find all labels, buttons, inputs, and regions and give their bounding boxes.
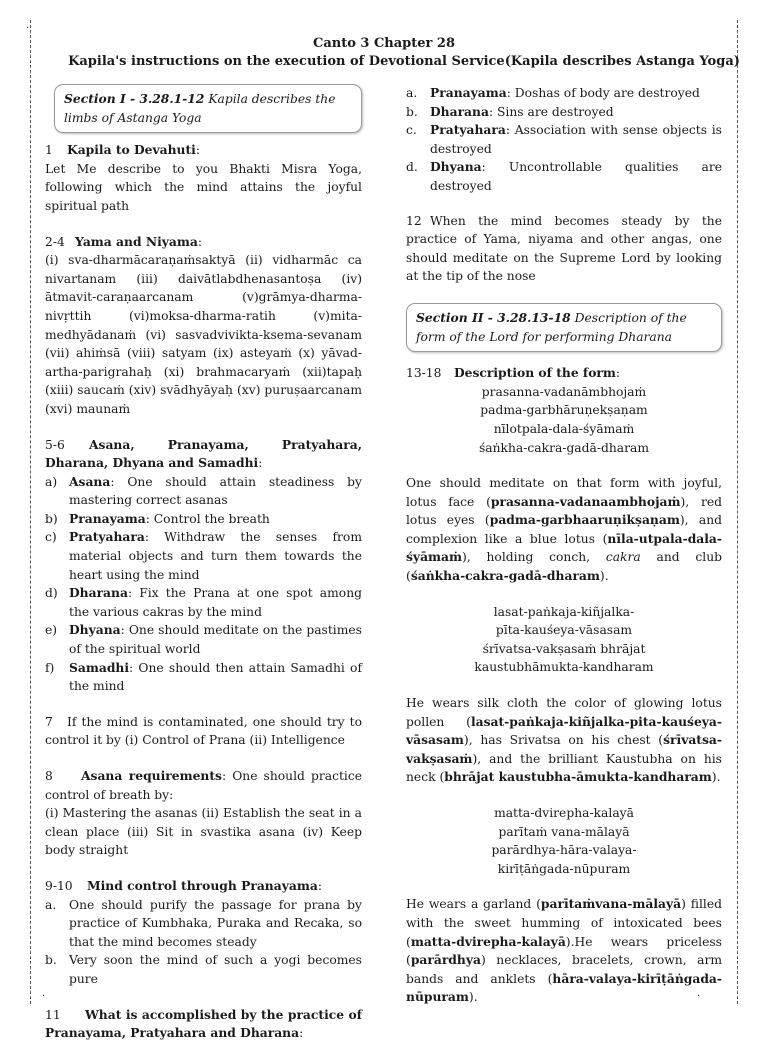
- verse-line: nīlotpala-dala-śyāmaṁ: [493, 421, 635, 436]
- page-subtitle: Kapila's instructions on the execution of Devotional Service(Kapila describes Astanga Yoga): [68, 54, 740, 69]
- accomplishment-list: [406, 84, 722, 196]
- item-text: : Doshas of body are destroyed: [506, 86, 700, 100]
- text: ) filled with the sweet humming of intoxicated bees (: [406, 897, 722, 949]
- purport-paragraph: [406, 474, 722, 586]
- verse-number: 9-10: [45, 878, 73, 893]
- text: ).: [599, 569, 609, 584]
- verse-line: prasanna-vadanāmbhojaṁ: [481, 384, 647, 399]
- item-text: : Control the breath: [145, 511, 270, 526]
- sanskrit-term: prasanna-vadanaambhojaṁ: [490, 493, 681, 509]
- item-text: : Association with sense objects is destroyed: [430, 123, 722, 156]
- term: Pratyahara: [69, 529, 145, 545]
- verse-heading: Kapila to Devahuti: [67, 142, 196, 158]
- list-item: [45, 473, 362, 510]
- text: ), and complexion like a blue lotus (: [406, 513, 722, 546]
- list-item: [406, 158, 722, 195]
- text: ), has Srivatsa on his chest (: [463, 733, 664, 748]
- verse-number: 5-6: [45, 437, 65, 452]
- verse-line: parītaṁ vana-mālayā: [498, 824, 630, 839]
- item-text: : Fix the Prana at one spot among the various cakras by the mind: [69, 586, 362, 619]
- verse-number: 12: [406, 213, 422, 228]
- list-item: [45, 896, 362, 952]
- verse-line: matta-dvirepha-kalayā: [494, 806, 634, 820]
- term: Samadhi: [69, 659, 130, 675]
- list-marker: f): [45, 660, 55, 675]
- text: ), and the brilliant Kaustubha on his neck (: [406, 751, 722, 785]
- text: ).: [468, 990, 478, 1005]
- left-column: [45, 84, 362, 1043]
- verse-heading: What is accomplished by the practice of Pranayama, Pratyahara and Dharana: [45, 1006, 362, 1041]
- list-item: [406, 121, 722, 158]
- list-item: [45, 659, 362, 696]
- corner-mark: ·: [736, 23, 740, 34]
- list-item: [45, 584, 362, 621]
- section-label: Section II - 3.28.13-18: [416, 309, 571, 325]
- verse-block: [45, 767, 362, 860]
- verse-line: lasat-paṅkaja-kiñjalka-: [493, 604, 635, 619]
- verse-number: 11: [45, 1007, 61, 1022]
- list-item: [406, 103, 722, 122]
- term: Dhyana: [69, 622, 121, 638]
- sanskrit-verse: [406, 804, 722, 878]
- verse-number: 1: [45, 143, 53, 158]
- separator: :: [195, 143, 200, 158]
- verse-line: padma-garbhāruṇekṣaṇam: [480, 403, 648, 418]
- text: He wears silk cloth the color of glowing lotus pollen (: [406, 696, 722, 729]
- section-box: [406, 303, 722, 352]
- list-marker: d): [45, 586, 58, 601]
- item-text: Very soon the mind of such a yogi becomes pure: [69, 953, 362, 986]
- verse-line: kirīṭāṅgada-nūpuram: [497, 861, 631, 876]
- sanskrit-term: bhrājat kaustubha-āmukta-kandharam: [444, 769, 712, 785]
- list-marker: b.: [45, 953, 57, 968]
- verse-text: (i) sva-dharmācaraṇaṁsaktyā (ii) vidharmāc ca nivartanam (iii) daivātlabdhenasantoṣa (iv) ātmavit-caraṇaarcanam (v)grāmya-dharma-nivṛttih (vi)moksa-dharma-ratih (v)mita-medhyādanaṁ (vi) sasvadvivikta-ksema-sevanam (vii) ahiṁsā (viii) satyam (ix) asteyaṁ (x) yāvad-artha-parigrahaḥ (xi) brahmacaryaṁ (xii)tapaḥ (xiii) saucaṁ (xiv) svādhyāyaḥ (xv) puruṣaarcanam (xvi) maunaṁ: [45, 253, 362, 416]
- verse-text: If the mind is contaminated, one should try to control it by (i) Control of Prana (ii) Intelligence: [45, 714, 362, 748]
- verse-number: 13-18: [406, 366, 442, 381]
- sanskrit-term: parītaṁvana-mālayā: [540, 896, 682, 912]
- verse-line: kaustubhāmukta-kandharam: [474, 660, 654, 675]
- list-item: [45, 528, 362, 584]
- list-marker: b.: [406, 104, 418, 119]
- list-marker: b): [45, 511, 58, 526]
- text: and club (: [406, 550, 722, 584]
- italic-term: cakra: [605, 550, 641, 565]
- sanskrit-verse: [406, 383, 722, 457]
- term: Dharana: [430, 103, 489, 119]
- sanskrit-term: nīla-utpala-dala-śyāmaṁ: [406, 530, 722, 565]
- term: Asana: [69, 473, 111, 489]
- list-marker: a): [45, 474, 58, 489]
- separator: :: [197, 234, 202, 249]
- text: ), holding conch,: [462, 550, 606, 565]
- pranayama-list: [45, 896, 362, 989]
- verse-number: 2-4: [45, 234, 65, 249]
- text: ) necklaces, bracelets, crown, arm bands and anklets (: [406, 953, 722, 986]
- text: One should meditate on that form with joyful, lotus face (: [406, 476, 722, 509]
- verse-text: Let Me describe to you Bhakti Misra Yoga, following which the mind attains the joyful spiritual path: [45, 161, 362, 213]
- list-marker: a.: [406, 86, 418, 100]
- text: ).: [711, 770, 721, 785]
- verse-number: 7: [45, 714, 53, 729]
- verse-line: śaṅkha-cakra-gadā-dharam: [478, 440, 649, 455]
- list-marker: c): [45, 530, 57, 545]
- limbs-list: [45, 473, 362, 696]
- right-column: [406, 84, 722, 1007]
- text: ).He wears priceless (: [406, 934, 722, 968]
- term: Pratyahara: [430, 122, 506, 138]
- right-border-line: [737, 20, 738, 1004]
- purport-paragraph: [406, 895, 722, 1007]
- corner-mark: ·: [26, 23, 30, 34]
- term: Dharana: [69, 585, 128, 601]
- left-border-line: [30, 20, 31, 1004]
- sanskrit-term: śaṅkha-cakra-gadā-dharam: [410, 568, 600, 584]
- list-marker: e): [45, 623, 58, 638]
- term: Pranayama: [69, 510, 146, 526]
- section-description: Kapila describes the limbs of Astanga Yoga: [64, 92, 336, 125]
- verse-text: (i) Mastering the asanas (ii) Establish the seat in a clean place (iii) Sit in svastika asana (iv) Keep body straight: [45, 806, 362, 858]
- sanskrit-term: matta-dvirepha-kalayā: [410, 933, 566, 949]
- verse-block: [45, 233, 362, 419]
- list-marker: d.: [406, 160, 418, 175]
- verse-block: [406, 212, 722, 286]
- verse-block: [45, 713, 362, 750]
- verse-block: [406, 364, 722, 383]
- text: He wears a garland (: [406, 897, 541, 912]
- verse-block: [45, 877, 362, 989]
- corner-mark: ·: [42, 991, 46, 1002]
- item-text: : One should then attain Samadhi of the mind: [69, 660, 362, 694]
- item-text: : One should meditate on the pastimes of the spiritual world: [69, 623, 362, 657]
- separator: :: [615, 366, 621, 381]
- sanskrit-term: padma-garbhaaruṇikṣaṇam: [489, 512, 680, 528]
- list-marker: c.: [406, 123, 417, 138]
- sanskrit-verse: [406, 603, 722, 677]
- verse-line: parārdhya-hāra-valaya-: [491, 843, 637, 858]
- verse-text: : One should practice control of breath by:: [45, 769, 362, 802]
- page-header: [0, 35, 768, 71]
- sanskrit-term: hāra-valaya-kirīṭāṅgada-nūpuram: [406, 970, 722, 1005]
- sanskrit-term: parārdhya: [410, 952, 481, 968]
- item-text: : Uncontrollable qualities are destroyed: [430, 160, 722, 193]
- verse-heading: Yama and Niyama: [75, 233, 198, 249]
- list-marker: a.: [45, 897, 57, 912]
- sanskrit-term: śrīvatsa-vakṣasaṁ: [406, 732, 722, 766]
- item-text: One should purify the passage for prana by practice of Kumbhaka, Puraka and Recaka, so that the mind becomes steady: [69, 897, 362, 949]
- verse-heading: Asana, Pranayama, Pratyahara, Dharana, Dhyana and Samadhi: [45, 436, 362, 471]
- section-label: Section I - 3.28.1-12: [64, 91, 205, 106]
- verse-block: [45, 141, 362, 215]
- corner-mark: ·: [697, 991, 701, 1002]
- separator: :: [299, 1026, 304, 1041]
- separator: :: [258, 456, 263, 471]
- list-item: [45, 951, 362, 988]
- verse-line: śrīvatsa-vakṣasaṁ bhrājat: [482, 641, 646, 656]
- page-title: Canto 3 Chapter 28: [312, 36, 456, 51]
- section-box: [54, 84, 362, 133]
- term: Dhyana: [430, 159, 482, 175]
- list-item: [406, 84, 722, 103]
- verse-block: [45, 436, 362, 696]
- purport-paragraph: [406, 694, 722, 787]
- list-item: [45, 510, 362, 529]
- verse-heading: Description of the form: [454, 365, 616, 381]
- item-text: : Sins are destroyed: [488, 104, 614, 119]
- section-description: Description of the form of the Lord for performing Dharana: [416, 310, 687, 344]
- verse-heading: Asana requirements: [81, 768, 222, 783]
- item-text: : One should attain steadiness by mastering correct asanas: [69, 474, 362, 508]
- item-text: : Withdraw the senses from material objects and turn them towards the heart using the mind: [69, 530, 362, 582]
- verse-heading: Mind control through Pranayama: [87, 877, 318, 893]
- verse-text: When the mind becomes steady by the practice of Yama, niyama and other angas, one should meditate on the Supreme Lord by looking at the tip of the nose: [406, 213, 722, 284]
- list-item: [45, 621, 362, 658]
- verse-number: 8: [45, 769, 53, 783]
- verse-block: [45, 1006, 362, 1043]
- verse-line: pīta-kauśeya-vāsasam: [495, 623, 633, 638]
- sanskrit-term: lasat-paṅkaja-kiñjalka-pita-kauśeya-vāsasam: [406, 713, 722, 748]
- separator: :: [317, 878, 322, 893]
- text: ), red lotus eyes (: [406, 494, 722, 528]
- term: Pranayama: [430, 85, 507, 100]
